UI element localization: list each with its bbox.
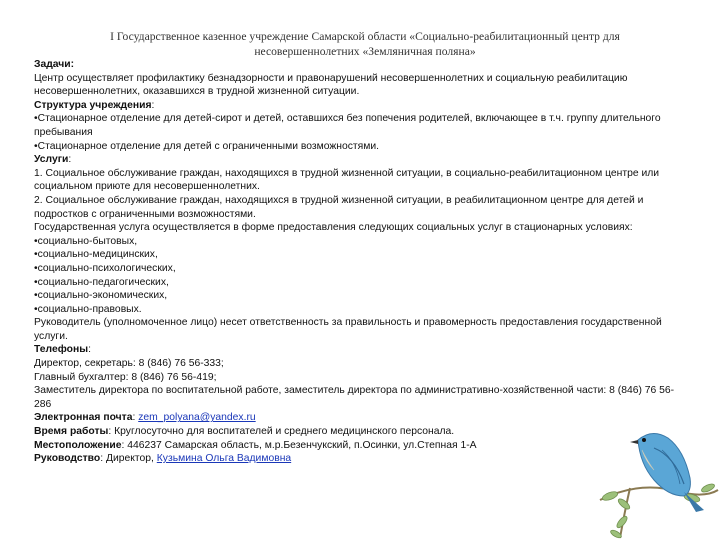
page-title: I Государственное казенное учреждение Самарской области «Социально-реабилитационный центр для несовершеннолетних «Земляничная поляна» bbox=[110, 30, 620, 58]
service-item: 2. Социальное обслуживание граждан, находящихся в трудной жизненной ситуации, в реабилитационном центре для детей и подростков с ограниченными возможностями. bbox=[34, 194, 644, 220]
hours-label: Время работы bbox=[34, 426, 109, 438]
services-list-item: •социально-бытовых, bbox=[34, 235, 138, 247]
structure-item: •Стационарное отделение для детей-сирот и детей, оставшихся без попечения родителей, включающее в т.ч. группу длительного пребывания bbox=[34, 113, 661, 138]
phone-item: Главный бухгалтер: 8 (846) 76 56-419; bbox=[34, 371, 217, 383]
services-list-item: •социально-медицинских, bbox=[34, 249, 158, 261]
bird-on-branch-icon bbox=[580, 400, 720, 540]
services-list-item: •социально-педагогических, bbox=[34, 276, 169, 288]
structure-heading-line bbox=[34, 99, 682, 113]
location-label: Местоположение bbox=[34, 439, 122, 451]
email-link[interactable]: zem_polyana@yandex.ru bbox=[138, 412, 256, 424]
phones-suffix: : bbox=[88, 344, 91, 356]
services-intro: Государственная услуга осуществляется в форме предоставления следующих социальных услуг в стационарных условиях: bbox=[34, 222, 633, 234]
structure-suffix: : bbox=[151, 99, 155, 111]
email-label: Электронная почта bbox=[34, 412, 133, 424]
management-suffix: : bbox=[100, 453, 106, 465]
phone-item: Директор, секретарь: 8 (846) 76 56-333; bbox=[34, 358, 224, 370]
services-list-item: •социально-экономических, bbox=[34, 290, 168, 302]
responsibility-text: Руководитель (уполномоченное лицо) несет ответственность за правильность и правомерность предоставления государственной услуги. bbox=[34, 317, 662, 342]
director-name-link[interactable]: Кузьмина Ольга Вадимовна bbox=[156, 453, 292, 465]
service-item: 1. Социальное обслуживание граждан, находящихся в трудной жизненной ситуации, в социально-реабилитационном центре или социальном приюте для несовершеннолетних. bbox=[34, 167, 660, 193]
email-suffix: : bbox=[132, 412, 139, 424]
services-suffix: : bbox=[68, 154, 72, 166]
hours-suffix: : bbox=[108, 426, 115, 438]
services-heading-line bbox=[34, 153, 682, 167]
tasks-heading: Задачи: bbox=[34, 59, 75, 70]
structure-heading: Структура учреждения bbox=[34, 99, 152, 111]
management-prefix: Директор, bbox=[105, 453, 157, 465]
phone-item: Заместитель директора по воспитательной работе, заместитель директора по административно-хозяйственной части: 8 (846) 76 56-286 bbox=[34, 385, 675, 410]
phones-heading: Телефоны bbox=[34, 344, 89, 356]
phones-heading-line bbox=[34, 343, 682, 357]
location-value: 446237 Самарская область, м.р.Безенчукский, п.Осинки, ул.Степная 1-А bbox=[127, 439, 477, 451]
hours-value: Круглосуточно для воспитателей и среднего медицинского персонала. bbox=[114, 426, 455, 438]
location-suffix: : bbox=[121, 439, 128, 451]
services-list-item: •социально-психологических, bbox=[34, 262, 176, 274]
tasks-text: Центр осуществляет профилактику безнадзорности и правонарушений несовершеннолетних и социальную реабилитацию несовершеннолетних, оказавшихся в трудной жизненной ситуации. bbox=[34, 72, 628, 98]
services-list-item: •социально-правовых. bbox=[34, 303, 142, 315]
structure-item: •Стационарное отделение для детей с ограниченными возможностями. bbox=[34, 140, 380, 152]
bird-icon bbox=[630, 433, 704, 512]
management-label: Руководство bbox=[34, 453, 101, 465]
services-heading: Услуги bbox=[34, 154, 69, 166]
